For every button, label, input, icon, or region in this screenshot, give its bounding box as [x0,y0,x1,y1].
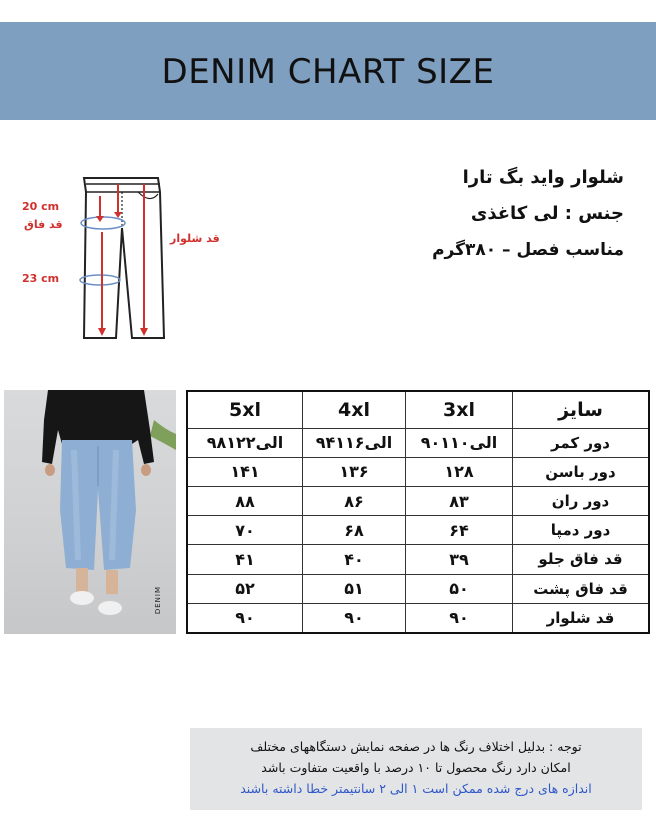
table-cell: ۳۹ [406,545,513,574]
table-cell: ۴۱ [187,545,303,574]
table-cell: ۴۰ [303,545,406,574]
table-row [187,516,649,545]
notice-line-2: امکان دارد رنگ محصول تا ۱۰ درصد با واقعیت متفاوت باشد [261,760,571,775]
product-info [324,160,624,268]
table-cell: ۹۸الی۱۲۲ [187,428,303,457]
table-cell: ۸۸ [187,486,303,515]
notice-box [190,728,642,810]
table-cell: ۹۰ [187,603,303,633]
table-cell: ۶۸ [303,516,406,545]
title-banner [0,22,656,120]
table-cell: ۹۰ [406,603,513,633]
table-cell: ۱۴۱ [187,457,303,486]
table-row [187,603,649,633]
size-header-label: سایز [513,391,650,428]
table-cell: ۹۰ [303,603,406,633]
row-label: دور ران [513,486,650,515]
row-label: قد فاق پشت [513,574,650,603]
size-col-3xl: 3xl [406,391,513,428]
row-label: قد فاق جلو [513,545,650,574]
pants-measurement-diagram [20,170,220,350]
front-rise-label: قد فاق [24,218,63,231]
table-cell: ۱۳۶ [303,457,406,486]
table-cell: ۷۰ [187,516,303,545]
table-cell: ۵۲ [187,574,303,603]
table-cell: ۹۴الی۱۱۶ [303,428,406,457]
table-row [187,457,649,486]
length-label: قد شلوار [170,232,220,245]
table-cell: ۸۶ [303,486,406,515]
product-season: مناسب فصل – ۳۸۰گرم [432,240,624,260]
brand-tag: DENIM [154,585,162,614]
product-material: جنس : لی کاغذی [470,203,624,224]
table-cell: ۹۰الی۱۱۰ [406,428,513,457]
hem-value: 23 cm [22,272,60,285]
table-row [187,486,649,515]
notice-line-3: اندازه های درج شده ممکن است ۱ الی ۲ سانتیمتر خطا داشته باشند [240,781,592,796]
size-table-header-row [187,391,649,428]
row-label: دور دمپا [513,516,650,545]
row-label: قد شلوار [513,603,650,633]
table-cell: ۵۱ [303,574,406,603]
row-label: دور باسن [513,457,650,486]
table-row [187,574,649,603]
table-cell: ۶۴ [406,516,513,545]
row-label: دور کمر [513,428,650,457]
page-title: DENIM CHART SIZE [161,52,495,92]
table-row [187,428,649,457]
model-photo [4,390,176,634]
size-col-4xl: 4xl [303,391,406,428]
size-table [186,390,650,634]
product-name: شلوار واید بگ تارا [462,167,624,188]
table-cell: ۵۰ [406,574,513,603]
pants-outline-drawing [20,170,220,350]
table-row [187,545,649,574]
table-cell: ۱۲۸ [406,457,513,486]
size-col-5xl: 5xl [187,391,303,428]
notice-line-1: توجه : بدلیل اختلاف رنگ ها در صفحه نمایش دستگاههای مختلف [250,739,582,754]
front-rise-value: 20 cm [22,200,60,213]
table-cell: ۸۳ [406,486,513,515]
model-figure [4,390,176,634]
